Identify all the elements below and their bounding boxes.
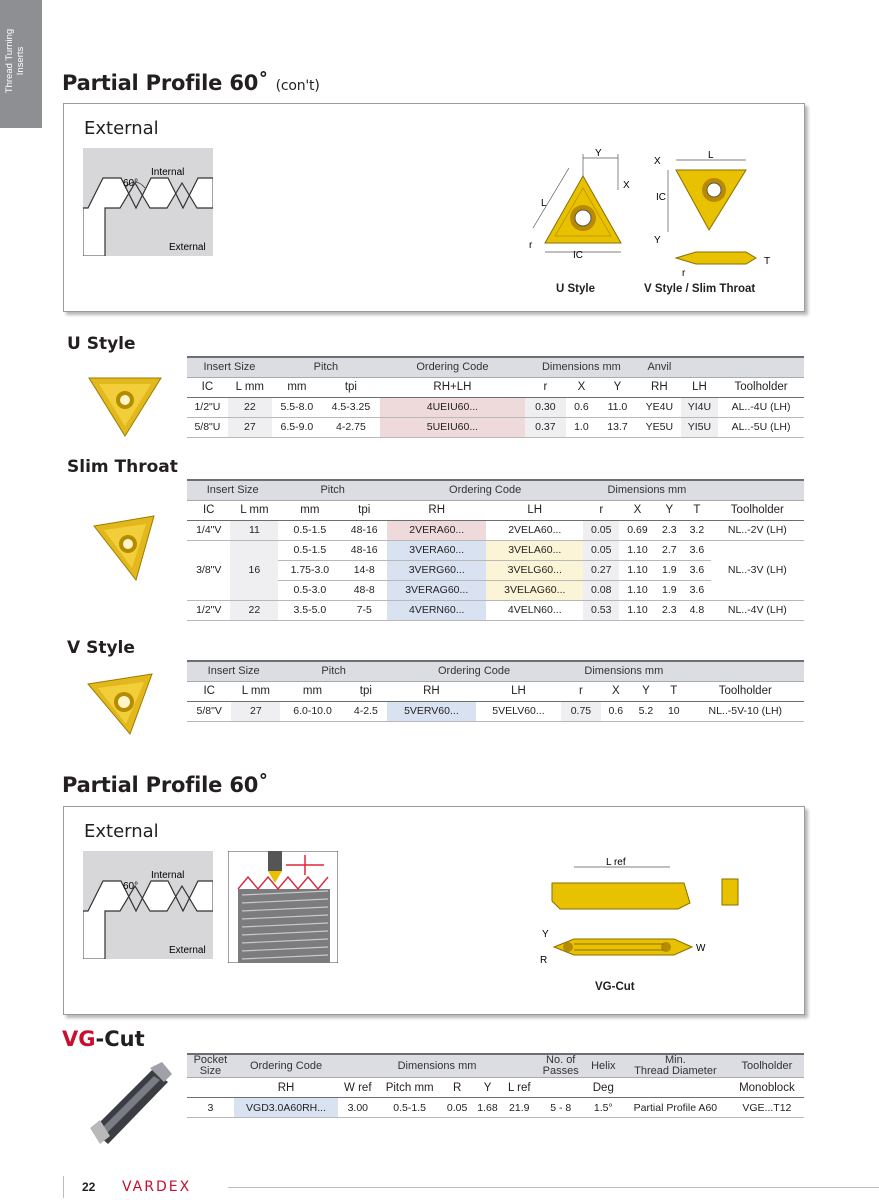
v-ch-x: X	[601, 681, 631, 701]
table-cell: YI5U	[681, 417, 718, 437]
u-style-heading: U Style	[67, 334, 136, 354]
table-cell: 10	[661, 701, 687, 721]
st-ch-y: Y	[656, 500, 684, 520]
v-ch-rh: RH	[387, 681, 476, 701]
table-cell: AL..-5U (LH)	[718, 417, 804, 437]
u-style-caption: U Style	[556, 283, 595, 295]
st-gh-dimensions: Dimensions mm	[583, 480, 711, 500]
v-style-caption: V Style / Slim Throat	[644, 283, 756, 295]
v-gh-pitch: Pitch	[280, 661, 387, 681]
table-cell: 0.75	[561, 701, 601, 721]
table-row	[187, 417, 804, 437]
table-cell: 13.7	[597, 417, 638, 437]
v-gh-insert-size: Insert Size	[187, 661, 280, 681]
page-number: 22	[82, 1180, 96, 1194]
table-cell: YE4U	[638, 397, 681, 417]
u-ch-rhlh: RH+LH	[380, 377, 525, 397]
table-cell: 4.8	[683, 600, 711, 620]
angle-label-2: 60°	[123, 881, 139, 892]
table-cell: 16	[230, 540, 278, 600]
table-cell: 3.6	[683, 580, 711, 600]
table-cell: 27	[228, 417, 272, 437]
table-cell: 11.0	[597, 397, 638, 417]
v-ch-lh: LH	[476, 681, 561, 701]
table-cell: 5/8"V	[187, 701, 231, 721]
table-cell: 1.9	[656, 560, 684, 580]
vg-gh-ordering-code: Ordering Code	[234, 1054, 338, 1078]
table-cell: 3.2	[683, 520, 711, 540]
brand-logo: VARDEX	[122, 1179, 192, 1195]
table-cell: 3.00	[338, 1098, 377, 1118]
u-gh-dimensions: Dimensions mm	[525, 357, 638, 377]
table-cell: 1.10	[619, 540, 655, 560]
table-cell: 14-8	[341, 560, 387, 580]
table-cell: 0.53	[583, 600, 619, 620]
table-cell: 1.10	[619, 580, 655, 600]
v-dim-ic: IC	[656, 192, 666, 203]
table-cell: 3VERA60...	[387, 540, 486, 560]
v-ch-tpi: tpi	[345, 681, 387, 701]
st-ch-t: T	[683, 500, 711, 520]
st-ch-ic: IC	[187, 500, 230, 520]
vgcut-caption: VG-Cut	[595, 981, 635, 993]
table-cell: 0.08	[583, 580, 619, 600]
u-dim-y: Y	[595, 148, 602, 159]
vg-ch-lref: L ref	[503, 1078, 536, 1098]
table-cell: 1.10	[619, 600, 655, 620]
v-dim-r: r	[682, 268, 686, 279]
u-dim-r: r	[529, 240, 533, 251]
table-cell: 0.27	[583, 560, 619, 580]
table-cell: YE5U	[638, 417, 681, 437]
table-cell: 3	[187, 1098, 234, 1118]
vg-gh-passes	[536, 1054, 586, 1078]
table-cell: 3VELAG60...	[486, 580, 583, 600]
table-cell: 0.5-3.0	[278, 580, 341, 600]
st-ch-r: r	[583, 500, 619, 520]
table-cell: YI4U	[681, 397, 718, 417]
v-style-table	[187, 660, 804, 722]
st-ch-lmm: L mm	[230, 500, 278, 520]
footer-divider	[63, 1176, 64, 1198]
section2-title: Partial Profile 60˚	[62, 773, 269, 797]
table-cell: 1.0	[566, 417, 597, 437]
table-cell: 0.5-1.5	[278, 540, 341, 560]
table-cell: 1.75-3.0	[278, 560, 341, 580]
st-ch-toolholder: Toolholder	[711, 500, 804, 520]
external-small-label-2: External	[169, 945, 206, 956]
vg-gh-min-1: Min.	[665, 1054, 686, 1066]
section1-title	[62, 71, 320, 95]
side-tab-line1: Thread Turning	[4, 28, 15, 94]
table-cell: 4VERN60...	[387, 600, 486, 620]
table-cell: 3.6	[683, 540, 711, 560]
table-cell: 3/8"V	[187, 540, 230, 600]
table-cell: 5VELV60...	[476, 701, 561, 721]
vgcut-lref-label: L ref	[606, 857, 626, 868]
u-ch-mm: mm	[272, 377, 322, 397]
u-dim-x: X	[623, 180, 630, 191]
vgcut-tool-image	[82, 1058, 178, 1150]
u-dim-l: L	[541, 198, 547, 209]
table-row	[187, 1098, 804, 1118]
table-cell: 21.9	[503, 1098, 536, 1118]
table-cell: 5UEIU60...	[380, 417, 525, 437]
vg-ch-deg: Deg	[586, 1078, 621, 1098]
v-dim-y: Y	[654, 235, 661, 246]
u-ch-lh: LH	[681, 377, 718, 397]
st-ch-x: X	[619, 500, 655, 520]
table-cell: 3VELA60...	[486, 540, 583, 560]
vgcut-heading	[62, 1027, 145, 1051]
st-ch-tpi: tpi	[341, 500, 387, 520]
vg-ch-rh: RH	[234, 1078, 338, 1098]
u-gh-anvil: Anvil	[638, 357, 681, 377]
u-dim-ic: IC	[573, 250, 583, 260]
table-cell: 48-16	[341, 520, 387, 540]
vgcut-dim-r: R	[540, 955, 548, 966]
table-cell: AL..-4U (LH)	[718, 397, 804, 417]
side-tab-text	[4, 2, 26, 120]
u-ch-r: r	[525, 377, 566, 397]
table-cell: 4-2.5	[345, 701, 387, 721]
table-cell: 5.5-8.0	[272, 397, 322, 417]
u-gh-insert-size: Insert Size	[187, 357, 272, 377]
vgcut-dim-y: Y	[542, 929, 549, 940]
st-gh-pitch: Pitch	[278, 480, 387, 500]
table-cell: 1.68	[472, 1098, 502, 1118]
vgcut-dim-w: W	[696, 943, 706, 954]
vg-gh-min-diameter	[621, 1054, 730, 1078]
table-cell: NL..-2V (LH)	[711, 520, 804, 540]
table-cell: 0.5-1.5	[278, 520, 341, 540]
u-ch-y: Y	[597, 377, 638, 397]
v-gh-ordering-code: Ordering Code	[387, 661, 561, 681]
table-cell: 4-2.75	[322, 417, 380, 437]
slim-throat-heading: Slim Throat	[67, 457, 178, 477]
vg-ch-r: R	[442, 1078, 472, 1098]
table-cell: 0.6	[601, 701, 631, 721]
table-cell: 4UEIU60...	[380, 397, 525, 417]
st-ch-rh: RH	[387, 500, 486, 520]
table-cell: 2VERA60...	[387, 520, 486, 540]
table-cell: NL..-4V (LH)	[711, 600, 804, 620]
table-cell: 0.69	[619, 520, 655, 540]
table-cell: 7-5	[341, 600, 387, 620]
table-cell: 3VELG60...	[486, 560, 583, 580]
side-tab-line2: Inserts	[15, 46, 26, 76]
side-tab	[0, 0, 42, 128]
table-cell: 27	[231, 701, 280, 721]
table-cell: 0.05	[442, 1098, 472, 1118]
st-ch-mm: mm	[278, 500, 341, 520]
table-cell: 2.7	[656, 540, 684, 560]
thread-profile-diagram-2	[83, 851, 213, 959]
table-row	[187, 701, 804, 721]
table-cell: VGE...T12	[730, 1098, 804, 1118]
u-ch-tpi: tpi	[322, 377, 380, 397]
table-cell: VGD3.0A60RH...	[234, 1098, 338, 1118]
section1-subtitle: (con't)	[275, 78, 320, 94]
u-ch-rh: RH	[638, 377, 681, 397]
table-cell: 5/8"U	[187, 417, 228, 437]
vg-gh-helix: Helix	[586, 1054, 621, 1078]
table-cell: 3VERAG60...	[387, 580, 486, 600]
v-ch-mm: mm	[280, 681, 344, 701]
table-row	[187, 600, 804, 620]
table-cell: 1.5°	[586, 1098, 621, 1118]
table-cell: 6.0-10.0	[280, 701, 344, 721]
table-cell: 4.5-3.25	[322, 397, 380, 417]
section1-title-text: Partial Profile 60˚	[62, 71, 269, 95]
table-cell: 5 - 8	[536, 1098, 586, 1118]
table-cell: 22	[230, 600, 278, 620]
table-cell: 4VELN60...	[486, 600, 583, 620]
vg-gh-pocket	[187, 1054, 234, 1078]
u-ch-toolholder: Toolholder	[718, 377, 804, 397]
v-ch-ic: IC	[187, 681, 231, 701]
u-gh-ordering-code: Ordering Code	[380, 357, 525, 377]
st-gh-ordering-code: Ordering Code	[387, 480, 583, 500]
vg-gh-pocket-1: Pocket	[193, 1054, 228, 1066]
table-cell: Partial Profile A60	[621, 1098, 730, 1118]
slim-throat-table	[187, 479, 804, 621]
table-cell: 48-8	[341, 580, 387, 600]
footer-rule	[228, 1187, 879, 1188]
vg-ch-pitch: Pitch mm	[377, 1078, 442, 1098]
table-cell: 48-16	[341, 540, 387, 560]
table-cell: 3.5-5.0	[278, 600, 341, 620]
table-cell: 1/2"V	[187, 600, 230, 620]
external-label-2: External	[84, 821, 159, 842]
vgcut-table	[187, 1053, 804, 1118]
table-cell: 1.9	[656, 580, 684, 600]
table-row	[187, 540, 804, 560]
table-cell: 6.5-9.0	[272, 417, 322, 437]
v-ch-y: Y	[631, 681, 661, 701]
vg-ch-monoblock: Monoblock	[730, 1078, 804, 1098]
table-cell: 11	[230, 520, 278, 540]
table-cell: 0.37	[525, 417, 566, 437]
vg-ch-wref: W ref	[338, 1078, 377, 1098]
u-ch-ic: IC	[187, 377, 228, 397]
u-ch-x: X	[566, 377, 597, 397]
vg-gh-passes-2: Passes	[542, 1065, 579, 1077]
st-ch-lh: LH	[486, 500, 583, 520]
table-cell: NL..-5V-10 (LH)	[687, 701, 804, 721]
table-cell: 2VELA60...	[486, 520, 583, 540]
v-dim-x: X	[654, 156, 661, 167]
vg-gh-toolholder: Toolholder	[730, 1054, 804, 1078]
vg-gh-passes-1: No. of	[546, 1054, 576, 1066]
table-cell: 0.05	[583, 540, 619, 560]
v-style-diagram	[646, 148, 796, 280]
table-cell: 0.6	[566, 397, 597, 417]
table-cell: 1.10	[619, 560, 655, 580]
internal-small-label: Internal	[151, 167, 185, 178]
u-gh-pitch: Pitch	[272, 357, 380, 377]
table-cell: 3VERG60...	[387, 560, 486, 580]
st-gh-insert-size: Insert Size	[187, 480, 278, 500]
diagram-box-2	[63, 806, 805, 1015]
v-dim-t: T	[764, 256, 771, 267]
u-style-diagram	[523, 148, 643, 260]
thread-profile-diagram	[83, 148, 213, 256]
v-dim-l: L	[708, 150, 714, 161]
table-cell: 22	[228, 397, 272, 417]
table-cell: 2.3	[656, 600, 684, 620]
u-style-table	[187, 356, 804, 438]
v-ch-r: r	[561, 681, 601, 701]
v-ch-toolholder: Toolholder	[687, 681, 804, 701]
table-row	[187, 520, 804, 540]
v-ch-t: T	[661, 681, 687, 701]
table-cell: 0.05	[583, 520, 619, 540]
table-cell: NL..-3V (LH)	[711, 540, 804, 600]
v-ch-lmm: L mm	[231, 681, 280, 701]
table-row	[187, 397, 804, 417]
slim-throat-insert-image	[90, 512, 160, 584]
u-ch-lmm: L mm	[228, 377, 272, 397]
vgcut-diagram	[534, 853, 764, 1003]
v-style-insert-image	[84, 668, 158, 738]
table-cell: 0.30	[525, 397, 566, 417]
vg-gh-min-2: Thread Diameter	[634, 1065, 717, 1077]
vgcut-title-red: VG	[62, 1027, 96, 1051]
table-cell: 1/4"V	[187, 520, 230, 540]
table-cell: 0.5-1.5	[377, 1098, 442, 1118]
threading-illustration	[228, 851, 338, 963]
table-cell: 1/2"U	[187, 397, 228, 417]
table-cell: 2.3	[656, 520, 684, 540]
vg-gh-pocket-2: Size	[199, 1065, 222, 1077]
vg-gh-dimensions: Dimensions mm	[338, 1054, 536, 1078]
external-label: External	[84, 118, 159, 139]
table-cell: 3.6	[683, 560, 711, 580]
table-cell: 5VERV60...	[387, 701, 476, 721]
v-gh-dimensions: Dimensions mm	[561, 661, 686, 681]
internal-small-label-2: Internal	[151, 870, 185, 881]
diagram-box-1	[63, 103, 805, 312]
vgcut-title-black: -Cut	[95, 1027, 145, 1051]
vg-ch-y: Y	[472, 1078, 502, 1098]
u-style-insert-image	[85, 368, 165, 442]
angle-label: 60°	[123, 178, 139, 189]
external-small-label: External	[169, 242, 206, 253]
v-style-heading: V Style	[67, 638, 135, 658]
table-cell: 5.2	[631, 701, 661, 721]
